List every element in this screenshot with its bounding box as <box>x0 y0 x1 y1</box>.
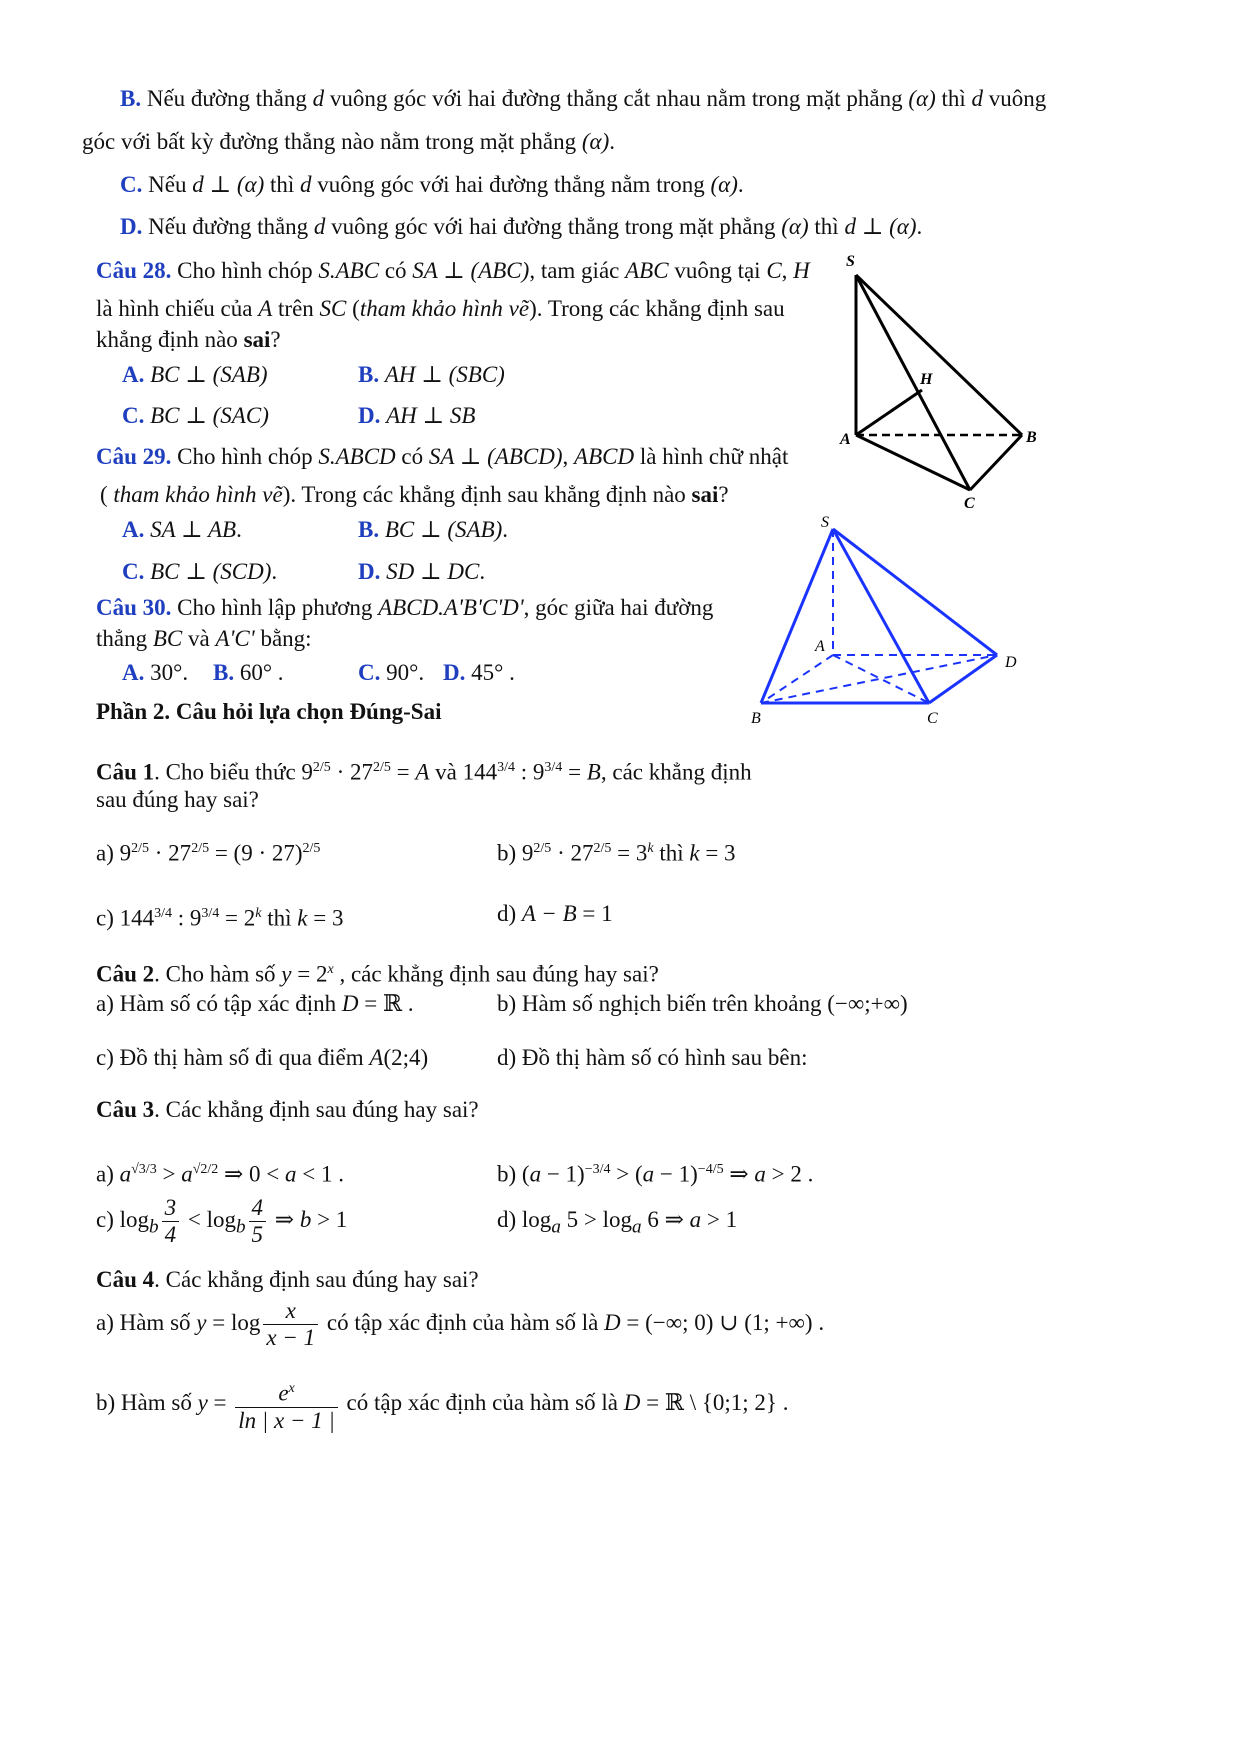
edge-sb <box>761 529 833 703</box>
label-s: S <box>846 253 855 270</box>
fraction-4-5: $\frac{4}{5}$ <box>249 1195 267 1248</box>
q28-option-b: B. AH ⊥ (SBC) <box>358 362 505 387</box>
edge-bc <box>970 435 1022 490</box>
question-29: Câu 29. Cho hình chóp S.ABCD có SA ⊥ (ABCD), ABCD là hình chữ nhật <box>96 444 789 469</box>
pyramid-figure-29 <box>745 515 1035 730</box>
segment-ah <box>856 390 922 435</box>
label-s: S <box>821 515 829 531</box>
option-b: B. Nếu đường thẳng d vuông góc với hai đường thẳng cắt nhau nằm trong mặt phẳng (α) thì d vuông <box>120 86 1047 111</box>
option-d: D. Nếu đường thẳng d vuông góc với hai đường thẳng trong mặt phẳng (α) thì d ⊥ (α). <box>120 214 923 239</box>
section-heading: Phần 2. Câu hỏi lựa chọn Đúng-Sai <box>96 699 442 724</box>
q29-option-c: C. BC ⊥ (SCD). <box>122 559 278 584</box>
q1-statement-d: d) A − B = 1 <box>497 901 613 926</box>
q1-statement-b: b) $9^{2/5} \cdot 27^{2/5} = 3^k$ thì k = 3 <box>497 840 736 866</box>
edge-cd <box>929 655 997 703</box>
q29-option-a: A. SA ⊥ AB. <box>122 517 242 542</box>
edge-sb <box>856 275 1022 435</box>
q28-option-a: A. BC ⊥ (SAB) <box>122 362 268 387</box>
edge-ac <box>856 435 970 490</box>
label-h: H <box>920 371 933 388</box>
question-28-line2: là hình chiếu của A trên SC (tham khảo hình vẽ). Trong các khẳng định sau <box>96 296 785 321</box>
q29-option-d: D. SD ⊥ DC. <box>358 559 486 584</box>
tf-question-4: Câu 4. Các khẳng định sau đúng hay sai? <box>96 1267 479 1292</box>
question-30: Câu 30. Cho hình lập phương ABCD.A'B'C'D', góc giữa hai đường <box>96 595 714 620</box>
label-a: A <box>840 431 851 448</box>
tf-question-1-line2: sau đúng hay sai? <box>96 787 259 812</box>
label-c: C <box>964 495 975 512</box>
q28-option-c: C. BC ⊥ (SAC) <box>122 403 269 428</box>
fraction-ex-over-ln: $\frac{e^x}{\ln | x - 1 |}$ <box>235 1376 338 1434</box>
option-c: C. Nếu d ⊥ (α) thì d vuông góc với hai đường thẳng nằm trong (α). <box>120 172 744 197</box>
label-b: B <box>751 710 761 727</box>
q28-option-d: D. AH ⊥ SB <box>358 403 476 428</box>
q30-option-b: B. 60° . <box>213 660 284 685</box>
option-b-continued: góc với bất kỳ đường thẳng nào nằm trong mặt phẳng (α). <box>82 129 616 154</box>
q29-option-b: B. BC ⊥ (SAB). <box>358 517 509 542</box>
q3-statement-c: c) $\log_b$ $\frac{3}{4}$ < $\log_b$ $\frac{4}{5}$ ⇒ b > 1 <box>96 1195 348 1248</box>
edge-sc <box>856 275 970 490</box>
fraction-3-4: $\frac{3}{4}$ <box>162 1195 180 1248</box>
q1-statement-c: c) $144^{3/4}$ : $9^{3/4} = 2^k$ thì k = 3 <box>96 905 344 931</box>
tf-question-1: Câu 1. Cho biểu thức $9^{2/5} \cdot 27^{2/5} = A$ và $144^{3/4}$ : $9^{3/4} = B$, các khẳng định <box>96 759 752 785</box>
edge-sc <box>833 529 929 703</box>
q3-statement-d: d) $\log_a 5 > \log_a 6$ ⇒ a > 1 <box>497 1207 738 1238</box>
q2-statement-a: a) Hàm số có tập xác định D = ℝ . <box>96 991 414 1016</box>
label-a: A <box>815 638 825 655</box>
q4-statement-b: b) Hàm số y = $\frac{e^x}{\ln | x - 1 |}$ có tập xác định của hàm số là D = ℝ \ {0;1; 2} . <box>96 1373 788 1434</box>
tf-question-2: Câu 2. Cho hàm số $y = 2^x$ , các khẳng định sau đúng hay sai? <box>96 961 659 987</box>
q1-statement-a: a) $9^{2/5} \cdot 27^{2/5} = (9 \cdot 27)^{2/5}$ <box>96 840 321 866</box>
q30-option-a: A. 30°. <box>122 660 189 685</box>
label-d: D <box>1005 654 1017 671</box>
q3-statement-b: b) $(a - 1)^{-3/4} > (a - 1)^{-4/5}$ ⇒ a > 2 . <box>497 1161 814 1187</box>
label-c: C <box>927 710 938 727</box>
question-29-line2: ( tham khảo hình vẽ). Trong các khẳng định sau khẳng định nào sai? <box>100 482 729 507</box>
q3-statement-a: a) $a^{√3/3} > a^{√2/2}$ ⇒ 0 < a < 1 . <box>96 1161 344 1187</box>
q2-statement-c: c) Đồ thị hàm số đi qua điểm A(2;4) <box>96 1045 429 1070</box>
q30-option-c: C. 90°. <box>358 660 425 685</box>
q4-statement-a: a) Hàm số y = log $\frac{x}{x - 1}$ có tập xác định của hàm số là D = (−∞; 0) ∪ (1; +∞) . <box>96 1298 825 1351</box>
q2-statement-d: d) Đồ thị hàm số có hình sau bên: <box>497 1045 808 1070</box>
question-30-line2: thẳng BC và A'C' bằng: <box>96 626 312 651</box>
pyramid-figure-28 <box>830 250 1060 520</box>
question-28: Câu 28. Cho hình chóp S.ABC có SA ⊥ (ABC), tam giác ABC vuông tại C, H <box>96 258 810 283</box>
label-b: B <box>1026 429 1037 446</box>
edge-sd <box>833 529 997 655</box>
q2-statement-b: b) Hàm số nghịch biến trên khoảng (−∞;+∞) <box>497 991 908 1016</box>
q30-option-d: D. 45° . <box>443 660 515 685</box>
fraction-x-over-x-minus-1: $\frac{x}{x - 1}$ <box>263 1298 318 1351</box>
question-28-line3: khẳng định nào sai? <box>96 327 281 352</box>
tf-question-3: Câu 3. Các khẳng định sau đúng hay sai? <box>96 1097 479 1122</box>
